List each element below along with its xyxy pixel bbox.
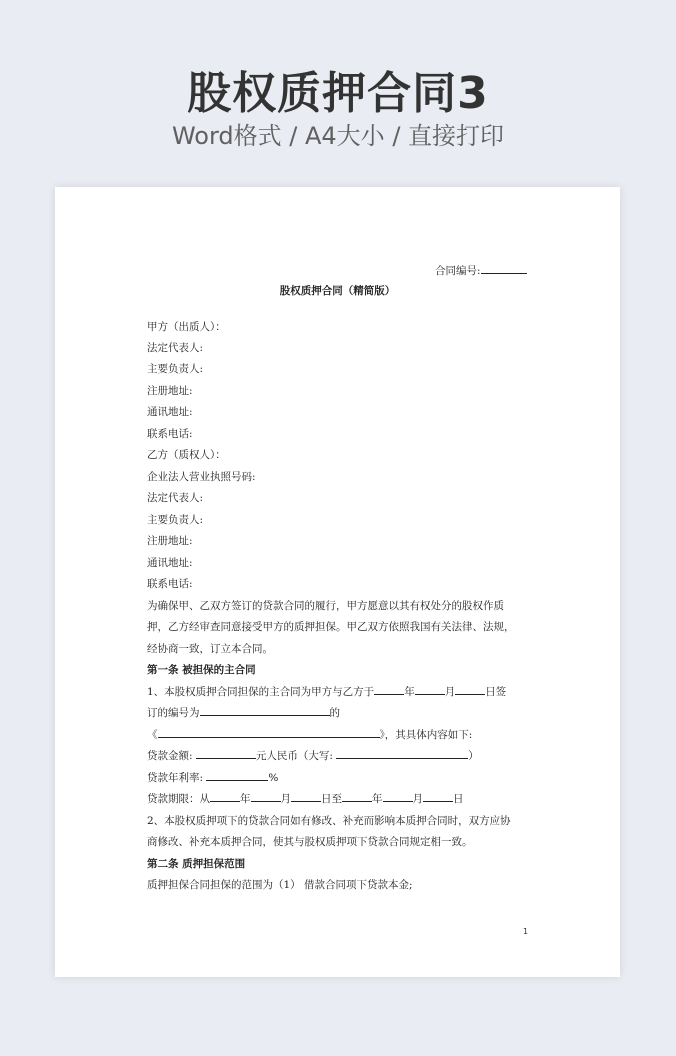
party-a-phone: 联系电话: [147, 428, 193, 440]
preamble-line: 经协商一致，订立本合同。 [147, 643, 273, 655]
close-paren: ） [468, 750, 479, 762]
party-b-mail-address: 通讯地址: [147, 557, 193, 569]
blank-field [158, 725, 380, 738]
party-b-principal: 主要负责人: [147, 514, 204, 526]
year-label: 年 [240, 793, 251, 805]
preamble-line: 为确保甲、乙双方签订的贷款合同的履行，甲方愿意以其有权处分的股权作质 [147, 600, 504, 612]
blank-field [291, 789, 321, 802]
blank-field [200, 703, 330, 716]
document-title: 股权质押合同（精简版） [279, 285, 396, 297]
article2-heading: 第二条 质押担保范围 [147, 858, 246, 870]
party-a-mail-address: 通讯地址: [147, 406, 193, 418]
article2-line: 质押担保合同担保的范围为（1） 借款合同项下贷款本金; [147, 879, 413, 891]
article1-clause1-line2 [147, 703, 547, 723]
interest-label: 贷款年利率: [147, 772, 204, 784]
page-subtitle: Word格式 / A4大小 / 直接打印 [171, 122, 505, 150]
day-label: 日 [453, 793, 464, 805]
party-b-reg-address: 注册地址: [147, 535, 193, 547]
contract-no-text: 订的编号为 [147, 707, 200, 719]
blank-field [374, 682, 404, 695]
close-quote-text: 》，其具体内容如下: [379, 729, 473, 741]
blank-field [251, 789, 281, 802]
contract-number-blank [481, 261, 527, 274]
open-quote: 《 [147, 729, 158, 741]
party-b-label: 乙方（质权人）： [147, 449, 226, 461]
party-b-license-no: 企业法人营业执照号码: [147, 471, 256, 483]
term-label: 贷款期限：从 [147, 793, 210, 805]
article1-heading: 第一条 被担保的主合同 [147, 664, 256, 676]
blank-field [423, 789, 453, 802]
clause2-line: 2、本股权质押项下的贷款合同如有修改、补充而影响本质押合同时，双方应协 [147, 815, 511, 827]
page-number: 1 [523, 927, 529, 936]
party-b-legal-rep: 法定代表人: [147, 492, 204, 504]
contract-number [435, 261, 555, 278]
party-a-legal-rep: 法定代表人: [147, 342, 204, 354]
document-page [55, 187, 620, 977]
contract-number-label: 合同编号: [435, 265, 481, 277]
day-sign-label: 日签 [485, 686, 507, 698]
interest-line [147, 768, 547, 788]
page-title: 股权质押合同3 [187, 68, 489, 119]
article1-clause1-line3 [147, 725, 547, 745]
month-label: 月 [444, 686, 456, 698]
month-label: 月 [280, 793, 291, 805]
preamble-line: 押，乙方经审查同意接受甲方的质押担保。甲乙双方依照我国有关法律、法规， [147, 621, 515, 633]
percent-sign: % [268, 772, 279, 784]
article1-clause1-line1 [147, 682, 547, 702]
year-label: 年 [404, 686, 415, 698]
party-a-reg-address: 注册地址: [147, 385, 193, 397]
rmb-label: 元人民币（大写: [255, 750, 333, 762]
clause1-text: 1、本股权质押合同担保的主合同为甲方与乙方于 [147, 686, 375, 698]
blank-field [196, 746, 256, 759]
month-label: 月 [412, 793, 423, 805]
blank-field [206, 768, 268, 781]
blank-field [415, 682, 445, 695]
term-line [147, 789, 547, 809]
blank-field [210, 789, 240, 802]
party-a-label: 甲方（出质人）： [147, 321, 226, 333]
blank-field [342, 789, 372, 802]
party-a-principal: 主要负责人: [147, 363, 204, 375]
of-text: 的 [329, 707, 340, 719]
loan-amount-label: 贷款金额: [147, 750, 193, 762]
clause2-line: 商修改、补充本质押合同，使其与股权质押项下贷款合同规定相一致。 [147, 836, 473, 848]
blank-field [455, 682, 485, 695]
loan-amount-line [147, 746, 547, 766]
blank-field [383, 789, 413, 802]
party-b-phone: 联系电话: [147, 578, 193, 590]
day-to-label: 日至 [321, 793, 342, 805]
blank-field [336, 746, 468, 759]
year-label: 年 [372, 793, 383, 805]
